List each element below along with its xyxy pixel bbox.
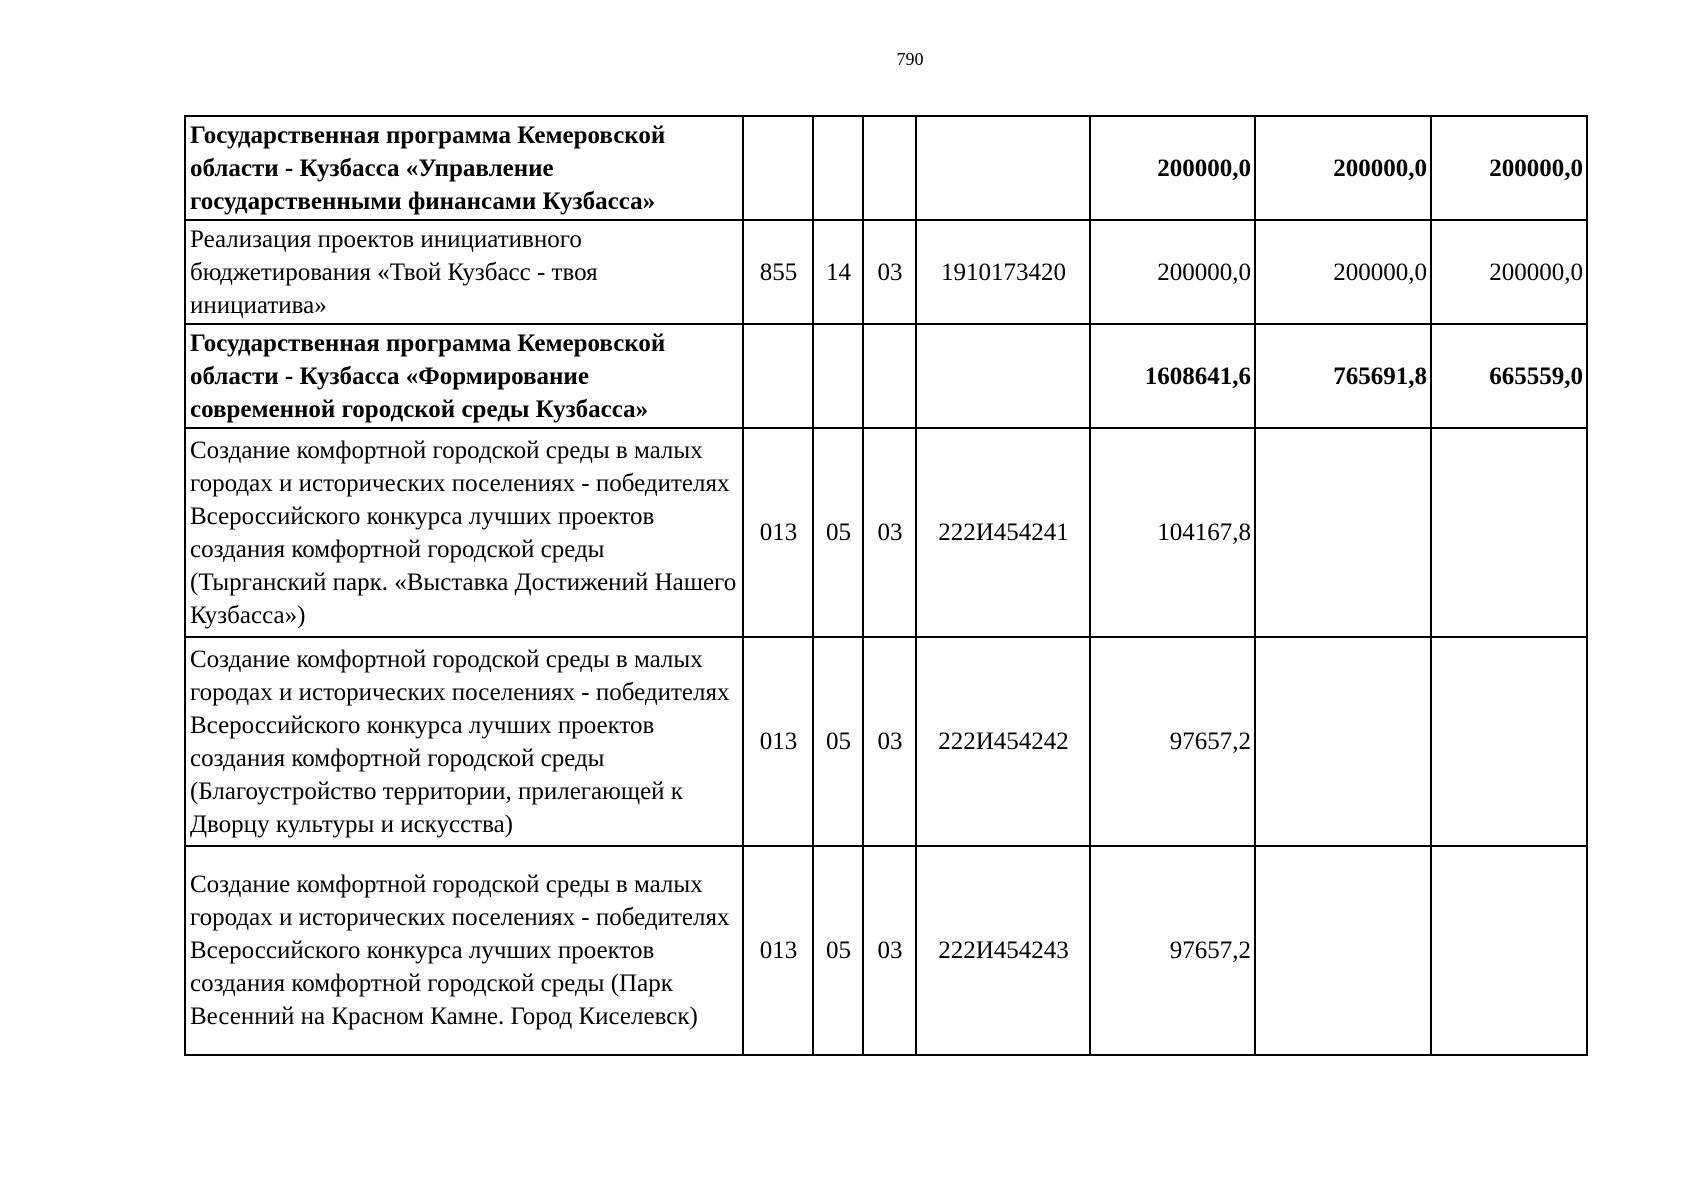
- row-sum-1: 200000,0: [1090, 220, 1255, 324]
- row-sum-2: [1255, 637, 1431, 846]
- row-csr: 222И454243: [916, 846, 1090, 1055]
- table-row: [185, 428, 1587, 637]
- row-ved: 013: [743, 846, 813, 1055]
- row-csr: 1910173420: [916, 220, 1090, 324]
- row-sum-2: 765691,8: [1255, 324, 1431, 428]
- row-sum-1: 97657,2: [1090, 846, 1255, 1055]
- row-rz: [813, 116, 863, 220]
- row-sum-1: 200000,0: [1090, 116, 1255, 220]
- row-csr: [916, 116, 1090, 220]
- row-sum-2: [1255, 846, 1431, 1055]
- table-row: [185, 637, 1587, 846]
- row-pr: 03: [863, 220, 916, 324]
- row-pr: [863, 324, 916, 428]
- row-rz: 05: [813, 846, 863, 1055]
- table-row: [185, 220, 1587, 324]
- row-csr: 222И454242: [916, 637, 1090, 846]
- table-row: [185, 846, 1587, 1055]
- row-name: Государственная программа Кемеровской области - Кузбасса «Формирование современной городской среды Кузбасса»: [185, 324, 743, 428]
- row-csr: [916, 324, 1090, 428]
- row-pr: 03: [863, 637, 916, 846]
- row-name: Реализация проектов инициативного бюджетирования «Твой Кузбасс - твоя инициатива»: [185, 220, 743, 324]
- row-ved: 013: [743, 428, 813, 637]
- row-sum-3: [1431, 846, 1587, 1055]
- row-pr: 03: [863, 846, 916, 1055]
- row-name: Создание комфортной городской среды в малых городах и исторических поселениях - победителях Всероссийского конкурса лучших проектов создания комфортной городской среды (Благоустройство территории, прилегающей к Дворцу культуры и искусства): [185, 637, 743, 846]
- row-sum-2: [1255, 428, 1431, 637]
- page-number: 790: [896, 49, 924, 69]
- row-sum-2: 200000,0: [1255, 220, 1431, 324]
- row-rz: 05: [813, 637, 863, 846]
- row-sum-2: 200000,0: [1255, 116, 1431, 220]
- row-sum-3: [1431, 428, 1587, 637]
- row-name: Создание комфортной городской среды в малых городах и исторических поселениях - победителях Всероссийского конкурса лучших проектов создания комфортной городской среды (Парк Весенний на Красном Камне. Город Киселевск): [185, 846, 743, 1055]
- row-sum-1: 1608641,6: [1090, 324, 1255, 428]
- table-row: [185, 116, 1587, 220]
- row-rz: 05: [813, 428, 863, 637]
- row-pr: 03: [863, 428, 916, 637]
- row-ved: [743, 116, 813, 220]
- row-csr: 222И454241: [916, 428, 1090, 637]
- row-sum-3: 665559,0: [1431, 324, 1587, 428]
- row-sum-3: [1431, 637, 1587, 846]
- row-pr: [863, 116, 916, 220]
- row-sum-1: 104167,8: [1090, 428, 1255, 637]
- row-ved: 855: [743, 220, 813, 324]
- row-rz: 14: [813, 220, 863, 324]
- row-sum-3: 200000,0: [1431, 220, 1587, 324]
- row-sum-3: 200000,0: [1431, 116, 1587, 220]
- row-ved: [743, 324, 813, 428]
- row-name: Создание комфортной городской среды в малых городах и исторических поселениях - победителях Всероссийского конкурса лучших проектов создания комфортной городской среды (Тырганский парк. «Выставка Достижений Нашего Кузбасса»): [185, 428, 743, 637]
- row-ved: 013: [743, 637, 813, 846]
- table-row: [185, 324, 1587, 428]
- budget-table: [184, 115, 1588, 1056]
- row-rz: [813, 324, 863, 428]
- row-sum-1: 97657,2: [1090, 637, 1255, 846]
- row-name: Государственная программа Кемеровской области - Кузбасса «Управление государственными финансами Кузбасса»: [185, 116, 743, 220]
